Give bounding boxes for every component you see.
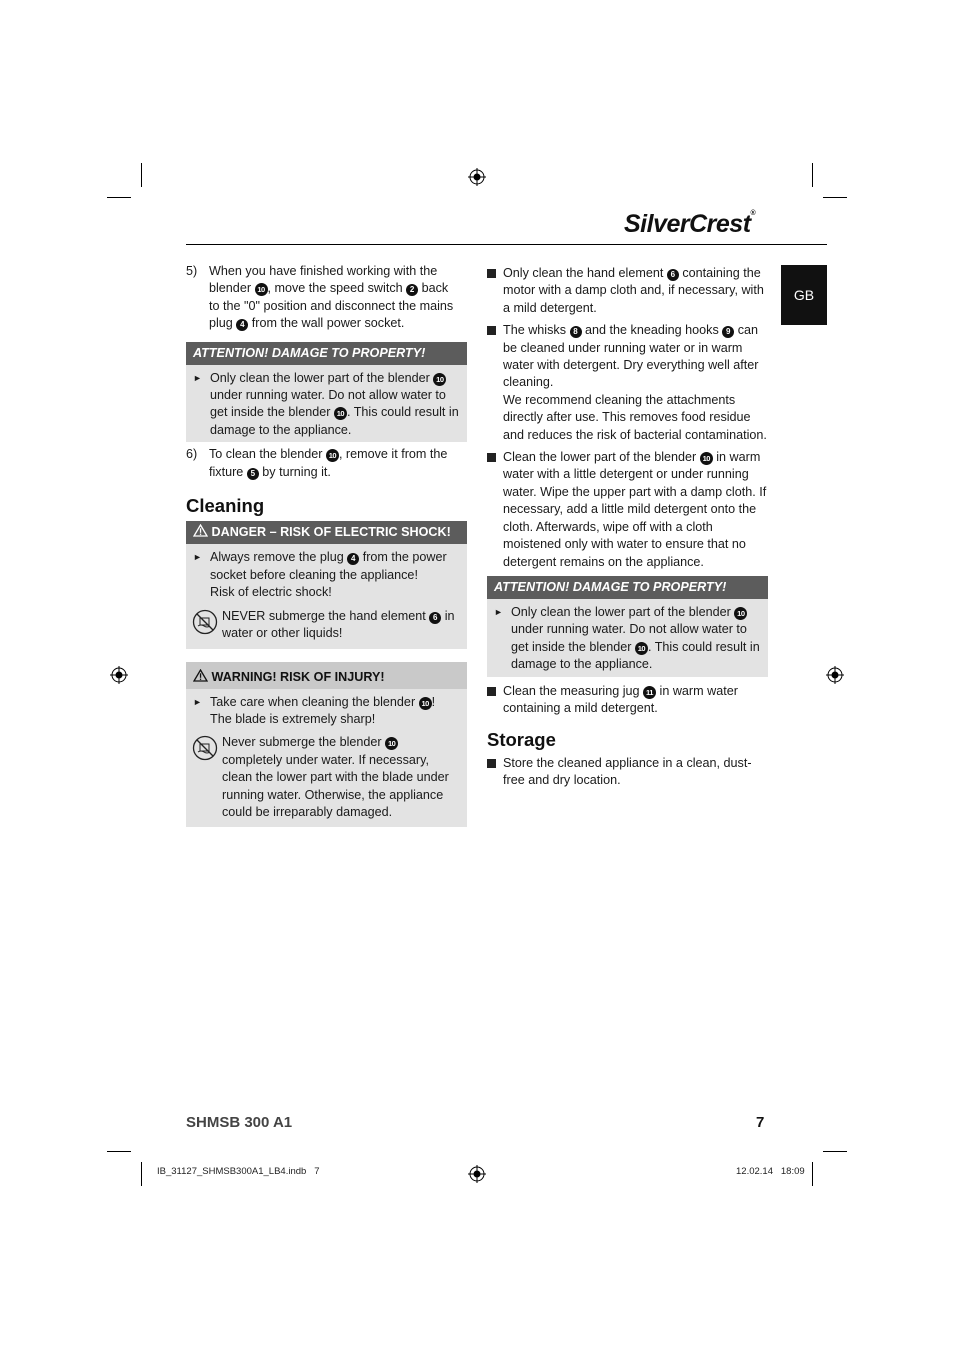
storage-heading: Storage xyxy=(487,729,556,751)
step-5: 5) When you have finished working with the blender 10 , move the speed switch 2 back to the "0" position and disconnect the mains plug 4 from the wall power socket. xyxy=(186,264,454,331)
list-item: Clean the measuring jug 11 in warm water containing a mild detergent. xyxy=(487,683,768,718)
crop-mark xyxy=(812,1162,813,1186)
attention-box xyxy=(487,576,768,677)
list-item: Clean the lower part of the blender 10 in warm water with a little detergent or under running water. Wipe the upper part with a damp cloth. If necessary, add a little mild detergent onto the cloth. Afterwards, wipe off with a cloth moistened only with water to ensure that no detergent remains on the appliance. xyxy=(487,449,768,571)
square-bullet-icon xyxy=(487,687,496,696)
crop-mark xyxy=(823,1151,847,1152)
left-column xyxy=(186,263,467,827)
page-number: 7 xyxy=(756,1114,765,1131)
warning-triangle-icon xyxy=(193,524,208,537)
warning-box xyxy=(186,662,467,828)
crop-mark xyxy=(107,1151,131,1152)
language-tab-label: GB xyxy=(793,287,815,303)
warning-triangle-icon xyxy=(193,669,208,682)
list-item: Store the cleaned appliance in a clean, dust-free and dry location. xyxy=(487,755,768,790)
attention-item: ► Only clean the lower part of the blender 10 under running water. Do not allow water to get inside the blender 10 . This could result in damage to the appliance. xyxy=(193,370,459,437)
right-column xyxy=(487,265,768,795)
warning-item: Never submerge the blender 10 completely under water. If necessary, clean the lower part with the blade under running water. Otherwise, the appliance could be irreparably damaged. xyxy=(192,734,461,821)
brand-logo: SilverCrest® xyxy=(624,210,756,238)
arrow-bullet-icon: ► xyxy=(193,696,202,707)
danger-item: ► Always remove the plug 4 from the power socket before cleaning the appliance! Risk of electric shock! xyxy=(193,550,447,600)
square-bullet-icon xyxy=(487,453,496,462)
arrow-bullet-icon: ► xyxy=(494,606,503,617)
attention-title: ATTENTION! DAMAGE TO PROPERTY! xyxy=(487,576,768,599)
step-6: 6) To clean the blender 10 , remove it from the fixture 5 by turning it. xyxy=(186,447,448,479)
list-item: The whisks 8 and the kneading hooks 9 can be cleaned under running water or in warm water with detergent. Dry everything well after cleaning. We recommend cleaning the attachments directly after use. This removes food residue and reduces the risk of bacterial contamination. xyxy=(487,322,768,444)
danger-box xyxy=(186,521,467,648)
crop-mark xyxy=(812,163,813,187)
language-tab xyxy=(781,265,827,325)
square-bullet-icon xyxy=(487,269,496,278)
crop-mark xyxy=(107,197,131,198)
model-number: SHMSB 300 A1 xyxy=(186,1114,293,1131)
crop-mark xyxy=(141,163,142,187)
square-bullet-icon xyxy=(487,759,496,768)
print-slug-date: 12.02.14 18:09 xyxy=(736,1166,805,1177)
square-bullet-icon xyxy=(487,326,496,335)
danger-item: NEVER submerge the hand element 6 in water or other liquids! xyxy=(192,608,461,643)
crop-mark xyxy=(823,197,847,198)
attention-item: ► Only clean the lower part of the blender 10 under running water. Do not allow water to get inside the blender 10 . This could result in damage to the appliance. xyxy=(494,604,760,672)
header-rule xyxy=(186,244,827,245)
print-slug-file: IB_31127_SHMSB300A1_LB4.indb 7 xyxy=(157,1166,320,1177)
cleaning-heading: Cleaning xyxy=(186,495,265,517)
list-item: Only clean the hand element 6 containing the motor with a damp cloth and, if necessary, with a mild detergent. xyxy=(487,265,768,317)
registration-mark-icon xyxy=(826,666,844,684)
arrow-bullet-icon: ► xyxy=(193,552,202,563)
warning-title: WARNING! RISK OF INJURY! xyxy=(186,662,467,689)
danger-title: DANGER – RISK OF ELECTRIC SHOCK! xyxy=(186,521,467,544)
crop-mark xyxy=(141,1162,142,1186)
attention-box xyxy=(186,342,467,443)
registration-mark-icon xyxy=(110,666,128,684)
arrow-bullet-icon: ► xyxy=(193,372,202,383)
warning-item: ► Take care when cleaning the blender 10 ! The blade is extremely sharp! xyxy=(193,694,436,726)
attention-title: ATTENTION! DAMAGE TO PROPERTY! xyxy=(186,342,467,365)
no-submerge-icon xyxy=(192,609,218,635)
no-submerge-icon xyxy=(192,735,218,761)
registration-mark-icon xyxy=(468,1165,486,1183)
registration-mark-icon xyxy=(468,168,486,186)
